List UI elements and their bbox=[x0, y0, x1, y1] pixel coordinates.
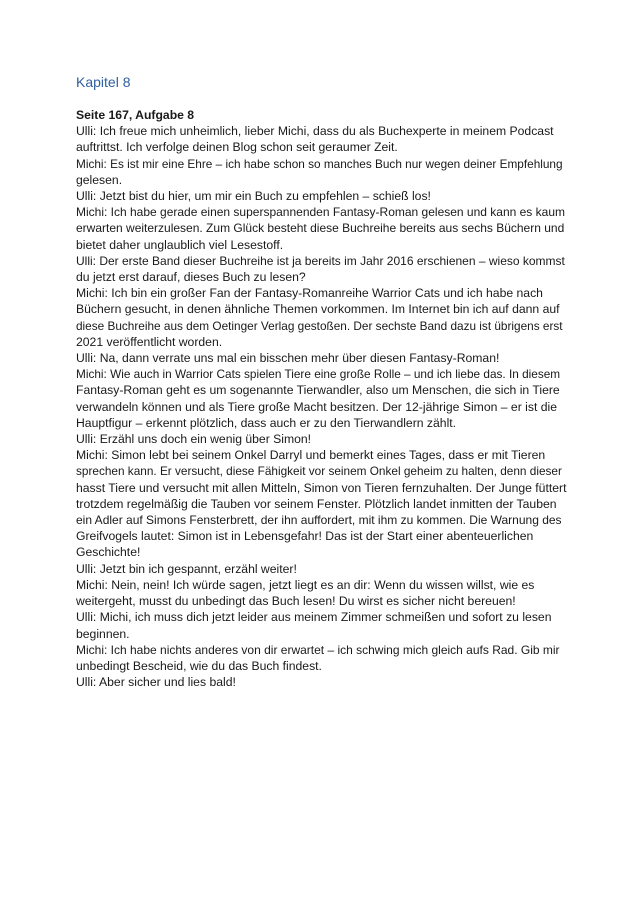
dialogue-line: sprechen kann. Er versucht, diese Fähigkeit vor seinem Onkel geheim zu halten, denn dieser bbox=[76, 464, 562, 479]
dialogue-turn bbox=[76, 561, 566, 577]
dialogue-turn bbox=[76, 431, 566, 447]
dialogue-turn bbox=[76, 253, 566, 285]
dialogue-line: Michi: Simon lebt bei seinem Onkel Darryl und bemerkt eines Tages, dass er mit Tieren bbox=[76, 448, 546, 463]
dialogue-line: Ulli: Jetzt bin ich gespannt, erzähl weiter! bbox=[76, 561, 297, 576]
dialogue-line: Michi: Wie auch in Warrior Cats spielen Tiere eine große Rolle – und ich liebe das. In diesem bbox=[76, 367, 561, 382]
dialogue-turn bbox=[76, 204, 566, 253]
dialogue-line: Ulli: Na, dann verrate uns mal ein bisschen mehr über diesen Fantasy-Roman! bbox=[76, 351, 500, 366]
dialogue-line: 2021 veröffentlicht worden. bbox=[76, 334, 223, 349]
dialogue-line: bietet daher unglaublich viel Lesestoff. bbox=[76, 237, 284, 252]
dialogue-line: auftrittst. Ich verfolge deinen Blog schon seit geraumer Zeit. bbox=[76, 140, 398, 155]
dialogue-line: Michi: Nein, nein! Ich würde sagen, jetzt liegt es an dir: Wenn du wissen willst, wie es bbox=[76, 577, 535, 592]
dialogue-line: Ulli: Ich freue mich unheimlich, lieber Michi, dass du als Buchexperte in meinem Podcast bbox=[76, 124, 554, 139]
exercise-section bbox=[76, 107, 566, 690]
dialogue-turn bbox=[76, 609, 566, 641]
dialogue-line: erwarten weiterzulesen. Zum Glück besteht diese Buchreihe bereits aus sechs Büchern und bbox=[76, 221, 565, 236]
dialogue-line: ein Adler auf Simons Fensterbrett, der ihn auffordert, mit ihm zu kommen. Die Warnung des bbox=[76, 513, 562, 528]
dialogue-turn bbox=[76, 285, 566, 350]
dialogue-line: beginnen. bbox=[76, 626, 130, 641]
dialogue-line: Michi: Es ist mir eine Ehre – ich habe schon so manches Buch nur wegen deiner Empfehlung bbox=[76, 156, 563, 171]
dialogue-turn bbox=[76, 366, 566, 431]
dialogue-line: Fantasy-Roman geht es um sogenannte Tierwandler, also um Menschen, die sich in Tiere bbox=[76, 383, 560, 398]
dialogue-turn bbox=[76, 447, 566, 560]
dialogue-turn bbox=[76, 123, 566, 155]
dialogue-line: Ulli: Der erste Band dieser Buchreihe ist ja bereits im Jahr 2016 erschienen – wieso kommst bbox=[76, 253, 565, 268]
dialogue-line: Geschichte! bbox=[76, 545, 141, 560]
dialogue-transcript bbox=[76, 123, 566, 690]
exercise-heading: Seite 167, Aufgabe 8 bbox=[76, 108, 195, 122]
dialogue-line: unbedingt Bescheid, wie du das Buch findest. bbox=[76, 658, 322, 673]
dialogue-turn bbox=[76, 642, 566, 674]
dialogue-turn bbox=[76, 188, 566, 204]
dialogue-line: hasst Tiere und versucht mit allen Mitteln, Simon von Tieren fernzuhalten. Der Junge füttert bbox=[76, 480, 567, 495]
dialogue-line: Hauptfigur – erkennt plötzlich, dass auch er zu den Tierwandlern zählt. bbox=[76, 415, 457, 430]
dialogue-line: Ulli: Jetzt bist du hier, um mir ein Buch zu empfehlen – schieß los! bbox=[76, 189, 431, 204]
dialogue-line: Ulli: Erzähl uns doch ein wenig über Simon! bbox=[76, 432, 312, 447]
dialogue-line: diese Buchreihe aus dem Oetinger Verlag gestoßen. Der sechste Band dazu ist übrigens erst bbox=[76, 318, 563, 333]
dialogue-line: du jetzt erst darauf, dieses Buch zu lesen? bbox=[76, 270, 306, 285]
dialogue-line: Greifvogels lautet: Simon ist in Lebensgefahr! Das ist der Start einer abenteuerlichen bbox=[76, 529, 534, 544]
dialogue-turn bbox=[76, 577, 566, 609]
dialogue-line: weitergeht, musst du unbedingt das Buch lesen! Du wirst es sicher nicht bereuen! bbox=[76, 594, 516, 609]
dialogue-line: Michi: Ich habe nichts anderes von dir erwartet – ich schwing mich gleich aufs Rad. Gib mir bbox=[76, 642, 560, 657]
dialogue-line: Ulli: Michi, ich muss dich jetzt leider aus meinem Zimmer schmeißen und sofort zu lesen bbox=[76, 610, 552, 625]
dialogue-line: Michi: Ich bin ein großer Fan der Fantasy-Romanreihe Warrior Cats und ich habe nach bbox=[76, 286, 543, 301]
chapter-heading: Kapitel 8 bbox=[76, 74, 131, 90]
dialogue-turn bbox=[76, 156, 566, 188]
dialogue-line: Michi: Ich habe gerade einen superspannenden Fantasy-Roman gelesen und kann es kaum bbox=[76, 205, 565, 220]
dialogue-turn bbox=[76, 350, 566, 366]
dialogue-line: Ulli: Aber sicher und lies bald! bbox=[76, 675, 236, 690]
dialogue-line: Büchern gesucht, in denen ähnliche Themen vorkommen. Im Internet bin ich auf dann auf bbox=[76, 302, 560, 317]
dialogue-line: trotzdem regelmäßig die Tauben vor seinem Fenster. Plötzlich landet inmitten der Tauben bbox=[76, 496, 557, 511]
dialogue-line: verwandeln können und als Tiere große Macht besitzen. Der 12-jährige Simon – er ist die bbox=[76, 399, 557, 414]
dialogue-line: gelesen. bbox=[76, 172, 123, 187]
dialogue-turn bbox=[76, 674, 566, 690]
